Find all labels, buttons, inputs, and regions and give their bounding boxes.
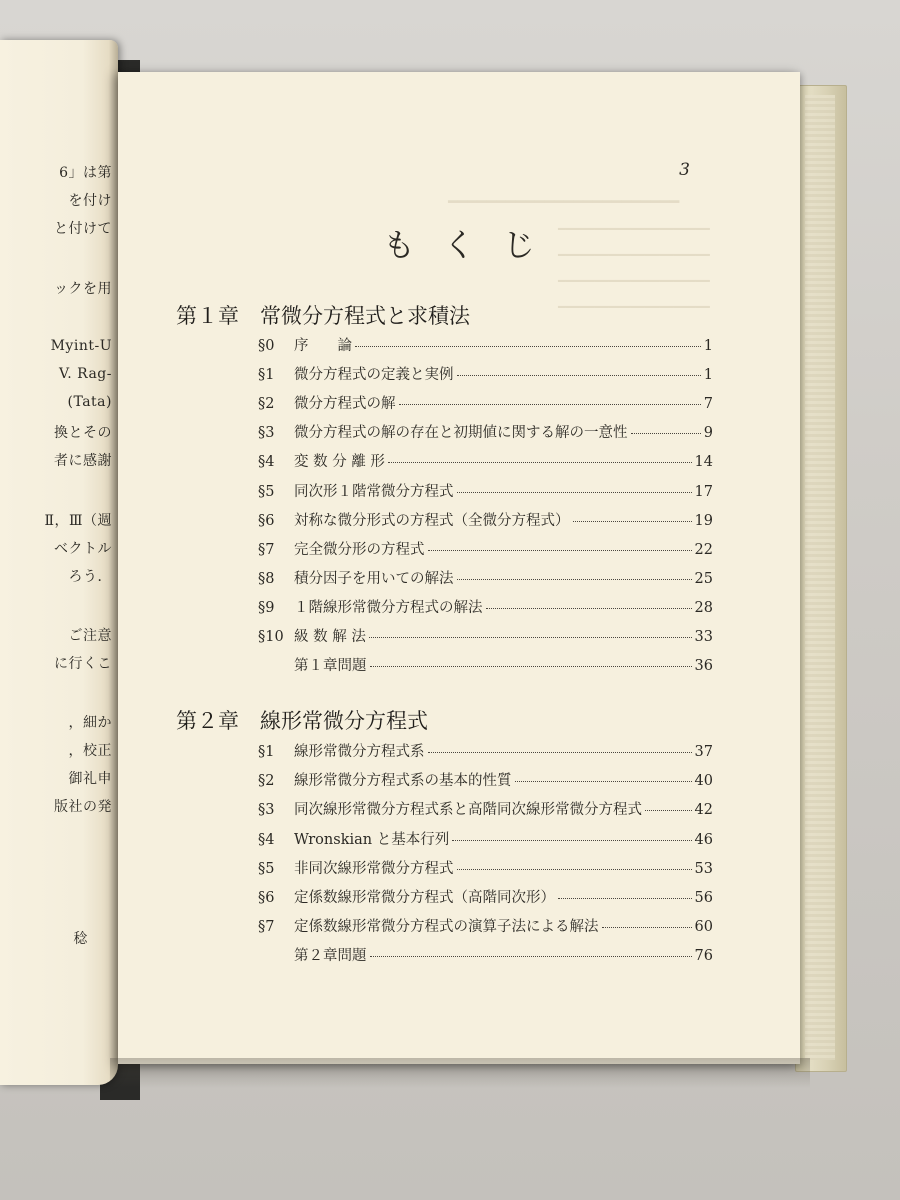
toc-entry [258,625,713,647]
dot-leader [452,840,691,841]
entry-page-number: 9 [703,425,713,442]
dot-leader [631,433,701,434]
entry-page-number: 1 [703,338,713,354]
entry-page-number: 7 [703,396,713,413]
section-number: §0 [258,338,275,354]
toc-entry [258,567,713,589]
section-number: §5 [258,483,275,500]
toc-entry [258,857,713,879]
section-number: §7 [258,541,275,558]
section-number: §10 [258,629,284,645]
show-through: ━━━━━━━━━━━━━━━━━━━━━ [558,274,710,288]
entry-title: 同次形１階常微分方程式 [294,483,454,500]
section-number: §2 [258,773,275,790]
entry-title: 同次線形常微分方程式系と高階同次線形常微分方程式 [294,802,642,819]
entry-page-number: 46 [694,831,713,848]
dot-leader [355,346,701,347]
left-page-text: 稔 [73,931,88,947]
dot-leader [558,898,692,899]
dot-leader [573,521,692,522]
dot-leader [515,781,692,782]
left-page-text: ご注意 [68,628,112,644]
left-page-text: V. Rag- [59,366,112,382]
toc-entry [258,769,713,791]
left-page-text: を付け [68,193,112,209]
dot-leader [486,608,692,609]
entry-title: 定係数線形常微分方程式の演算子法による解法 [294,919,599,936]
entry-page-number: 25 [694,570,713,587]
toc-entry [258,450,713,472]
show-through: ━━━━━━━━━━━━━━━━━━━━━ [558,248,710,262]
dot-leader [370,666,692,667]
toc-entry [258,509,713,531]
show-through: ━━━━━━━━━━━━━━━━━━━━━ [558,222,710,236]
left-page-text: ，細か [68,715,112,731]
entry-title: 定係数線形常微分方程式（高階同次形） [294,890,555,906]
section-number: §5 [258,860,275,877]
chapter-heading [176,705,428,735]
entry-page-number: 60 [694,919,713,936]
toc-entry [258,392,713,414]
section-number: §8 [258,570,275,587]
dot-leader [428,550,692,551]
entry-title: 対称な微分形式の方程式（全微分方程式） [294,512,570,529]
left-page-text: (Tata) [67,394,112,410]
entry-page-number: 14 [694,454,713,471]
page-shadow [110,1058,810,1088]
chapter-heading [176,300,470,330]
left-page-text: Myint-U [50,338,112,354]
entry-page-number: 76 [694,948,713,965]
left-page-text: ベクトル [54,541,112,557]
section-number: §7 [258,919,275,936]
dot-leader [457,579,692,580]
dot-leader [457,492,692,493]
entry-page-number: 19 [694,512,713,529]
dot-leader [457,375,701,376]
toc-entry [258,740,713,762]
left-page-text: 版社の発 [54,799,112,815]
section-number: §1 [258,744,275,760]
toc-entry [258,798,713,820]
left-page-text: ろう． [68,569,112,585]
entry-page-number: 56 [694,890,713,906]
dot-leader [457,869,692,870]
dot-leader [645,810,692,811]
entry-title: 微分方程式の解の存在と初期値に関する解の一意性 [294,425,628,442]
toc-entry [258,596,713,618]
left-page-text: ，校正 [68,743,112,759]
entry-title: 非同次線形常微分方程式 [294,860,454,877]
toc-page [118,72,800,1064]
left-page [0,40,118,1085]
entry-title: 積分因子を用いての解法 [294,570,454,587]
entry-page-number: 36 [694,658,713,675]
section-number: §4 [258,454,275,471]
chapter-number: 第２章 [176,709,239,733]
entry-page-number: 17 [694,483,713,500]
left-page-text: ックを用 [54,281,112,297]
left-page-text: に行くこ [54,656,112,672]
entry-page-number: 22 [694,541,713,558]
section-number: §9 [258,599,275,616]
entry-title: 完全微分形の方程式 [294,541,425,558]
chapter-title: 常微分方程式と求積法 [260,304,470,328]
toc-entry [258,886,713,908]
chapter-number: 第１章 [176,304,239,328]
entry-title: 線形常微分方程式系 [294,744,425,760]
page-title: もくじ [382,226,563,264]
entry-title: 級 数 解 法 [294,629,366,645]
entry-title: 変 数 分 離 形 [294,454,385,471]
entry-title: 第１章問題 [294,658,367,675]
left-page-text: 6」は第 [59,165,112,181]
dot-leader [369,637,692,638]
entry-title: 序 論 [294,338,352,354]
page-number: 3 [679,160,690,180]
chapter-title: 線形常微分方程式 [260,709,428,733]
entry-page-number: 33 [694,629,713,645]
entry-page-number: 28 [694,599,713,616]
section-number: §3 [258,425,275,442]
dot-leader [388,462,692,463]
entry-title: １階線形常微分方程式の解法 [294,599,483,616]
entry-page-number: 42 [694,802,713,819]
toc-entry [258,480,713,502]
show-through: ━━━━━━━━━━━━━━━━━━━━━ [558,300,710,314]
toc-entry [258,654,713,676]
toc-entry [258,944,713,966]
book-cover-texture [805,95,835,1060]
entry-title: 第２章問題 [294,948,367,965]
entry-title: 微分方程式の解 [294,396,396,413]
left-page-text: 換とその [54,425,112,441]
section-number: §4 [258,831,275,848]
section-number: §6 [258,890,275,906]
entry-title: 線形常微分方程式系の基本的性質 [294,773,512,790]
toc-entry [258,828,713,850]
entry-page-number: 1 [703,367,713,384]
section-number: §2 [258,396,275,413]
show-through: ━━━━━━━━━━━━━━━━━━━━━━━━ [448,192,680,211]
toc-entry [258,363,713,385]
dot-leader [602,927,692,928]
left-page-text: 御礼申 [68,771,112,787]
section-number: §1 [258,367,275,384]
toc-entry [258,538,713,560]
entry-page-number: 53 [694,860,713,877]
dot-leader [370,956,692,957]
entry-page-number: 40 [694,773,713,790]
entry-title: Wronskian と基本行列 [294,831,450,848]
section-number: §3 [258,802,275,819]
toc-entry [258,334,713,356]
section-number: §6 [258,512,275,529]
toc-entry [258,421,713,443]
left-page-text: 者に感謝 [54,453,112,469]
left-page-text: と付けて [54,221,112,237]
toc-entry [258,915,713,937]
entry-title: 微分方程式の定義と実例 [294,367,454,384]
dot-leader [428,752,692,753]
dot-leader [399,404,701,405]
entry-page-number: 37 [694,744,713,760]
left-page-text: Ⅱ，Ⅲ（週 [44,513,112,529]
